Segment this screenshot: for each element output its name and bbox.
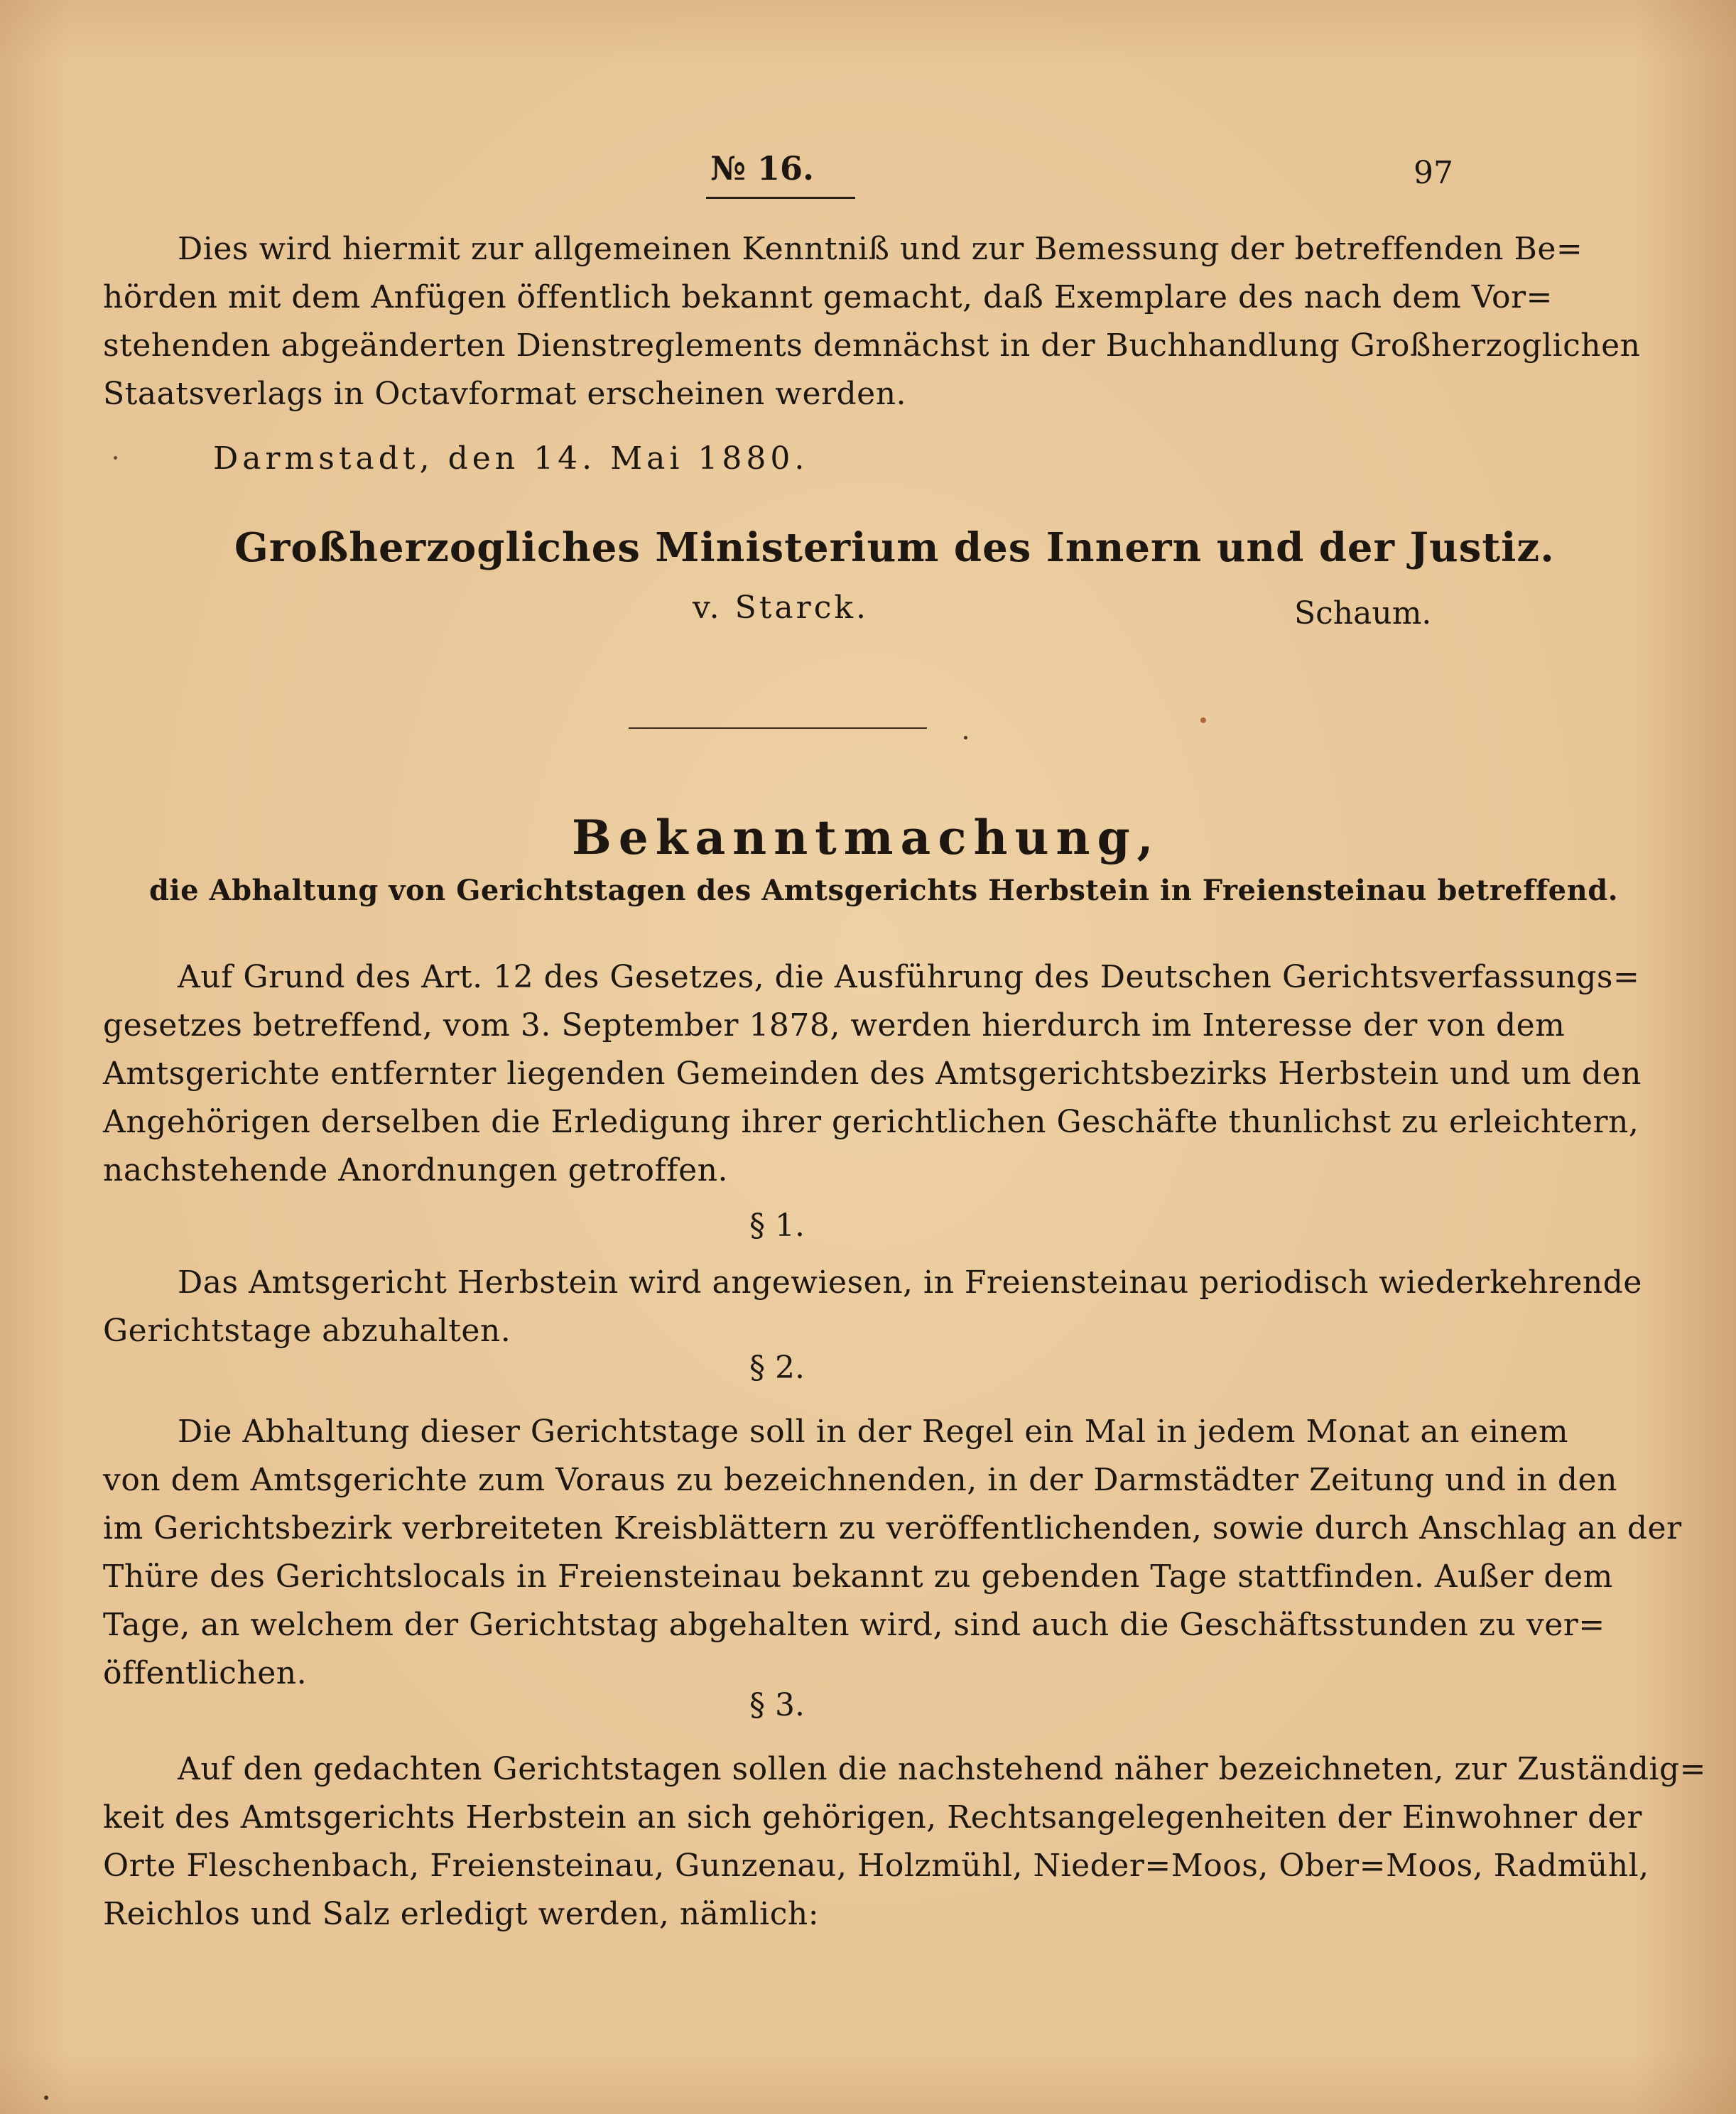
section-heading: § 3. — [749, 1687, 805, 1723]
section-heading: § 2. — [749, 1350, 805, 1386]
intro-line: Dies wird hiermit zur allgemeinen Kenntniß und zur Bemessung der betreffenden Be= — [178, 231, 1583, 267]
paper-speck — [44, 2096, 48, 2100]
preamble-line: Auf Grund des Art. 12 des Gesetzes, die Ausführung des Deutschen Gerichtsverfassungs= — [178, 959, 1640, 995]
section-heading: § 1. — [749, 1208, 805, 1244]
preamble-line: Angehörigen derselben die Erledigung ihrer gerichtlichen Geschäfte thunlichst zu erleichtern, — [103, 1104, 1639, 1140]
signature-right: Schaum. — [1294, 595, 1432, 632]
section-line: Thüre des Gerichtslocals in Freiensteinau bekannt zu gebenden Tage stattfinden. Außer dem — [103, 1559, 1613, 1595]
preamble-line: gesetzes betreffend, vom 3. September 1878, werden hierdurch im Interesse der von dem — [103, 1007, 1566, 1044]
section-line: öffentlichen. — [103, 1655, 308, 1691]
preamble-line: Amtsgerichte entfernter liegenden Gemeinden des Amtsgerichtsbezirks Herbstein und um den — [103, 1056, 1642, 1092]
section-line: Reichlos und Salz erledigt werden, nämlich: — [103, 1896, 820, 1932]
intro-line: stehenden abgeänderten Dienstreglements demnächst in der Buchhandlung Großherzoglichen — [103, 327, 1641, 364]
section-line: Orte Fleschenbach, Freiensteinau, Gunzenau, Holzmühl, Nieder=Moos, Ober=Moos, Radmühl, — [103, 1848, 1649, 1884]
ministry-name: Großherzogliches Ministerium des Innern und der Justiz. — [234, 524, 1555, 571]
issue-number-underline — [706, 197, 855, 199]
notice-subtitle: die Abhaltung von Gerichtstagen des Amtsgerichts Herbstein in Freiensteinau betreffend. — [149, 874, 1619, 907]
section-line: von dem Amtsgerichte zum Voraus zu bezeichnenden, in der Darmstädter Zeitung und in den — [103, 1462, 1617, 1498]
issue-number: № 16. — [710, 149, 815, 188]
section-line: Die Abhaltung dieser Gerichtstage soll in der Regel ein Mal in jedem Monat an einem — [178, 1414, 1569, 1450]
section-line: keit des Amtsgerichts Herbstein an sich gehörigen, Rechtsangelegenheiten der Einwohner der — [103, 1799, 1642, 1836]
preamble-line: nachstehende Anordnungen getroffen. — [103, 1152, 728, 1188]
paper-speck — [114, 456, 117, 460]
page-number: 97 — [1414, 155, 1453, 191]
section-line: Gerichtstage abzuhalten. — [103, 1313, 511, 1349]
intro-line: Staatsverlags in Octavformat erscheinen werden. — [103, 376, 907, 412]
notice-title: Bekanntmachung, — [572, 810, 1161, 865]
signature-left: v. Starck. — [693, 590, 869, 626]
section-line: Tage, an welchem der Gerichtstag abgehalten wird, sind auch die Geschäftsstunden zu ver= — [103, 1607, 1605, 1643]
paper-speck — [964, 736, 967, 739]
section-line: im Gerichtsbezirk verbreiteten Kreisblättern zu veröffentlichenden, sowie durch Anschlag an der — [103, 1510, 1682, 1546]
section-line: Das Amtsgericht Herbstein wird angewiesen, in Freiensteinau periodisch wiederkehrende — [178, 1264, 1642, 1301]
intro-line: hörden mit dem Anfügen öffentlich bekannt gemacht, daß Exemplare des nach dem Vor= — [103, 279, 1553, 315]
section-divider — [629, 727, 927, 729]
place-date: Darmstadt, den 14. Mai 1880. — [213, 440, 809, 477]
paper-speck — [1200, 717, 1206, 723]
section-line: Auf den gedachten Gerichtstagen sollen die nachstehend näher bezeichneten, zur Zuständig= — [178, 1751, 1706, 1787]
